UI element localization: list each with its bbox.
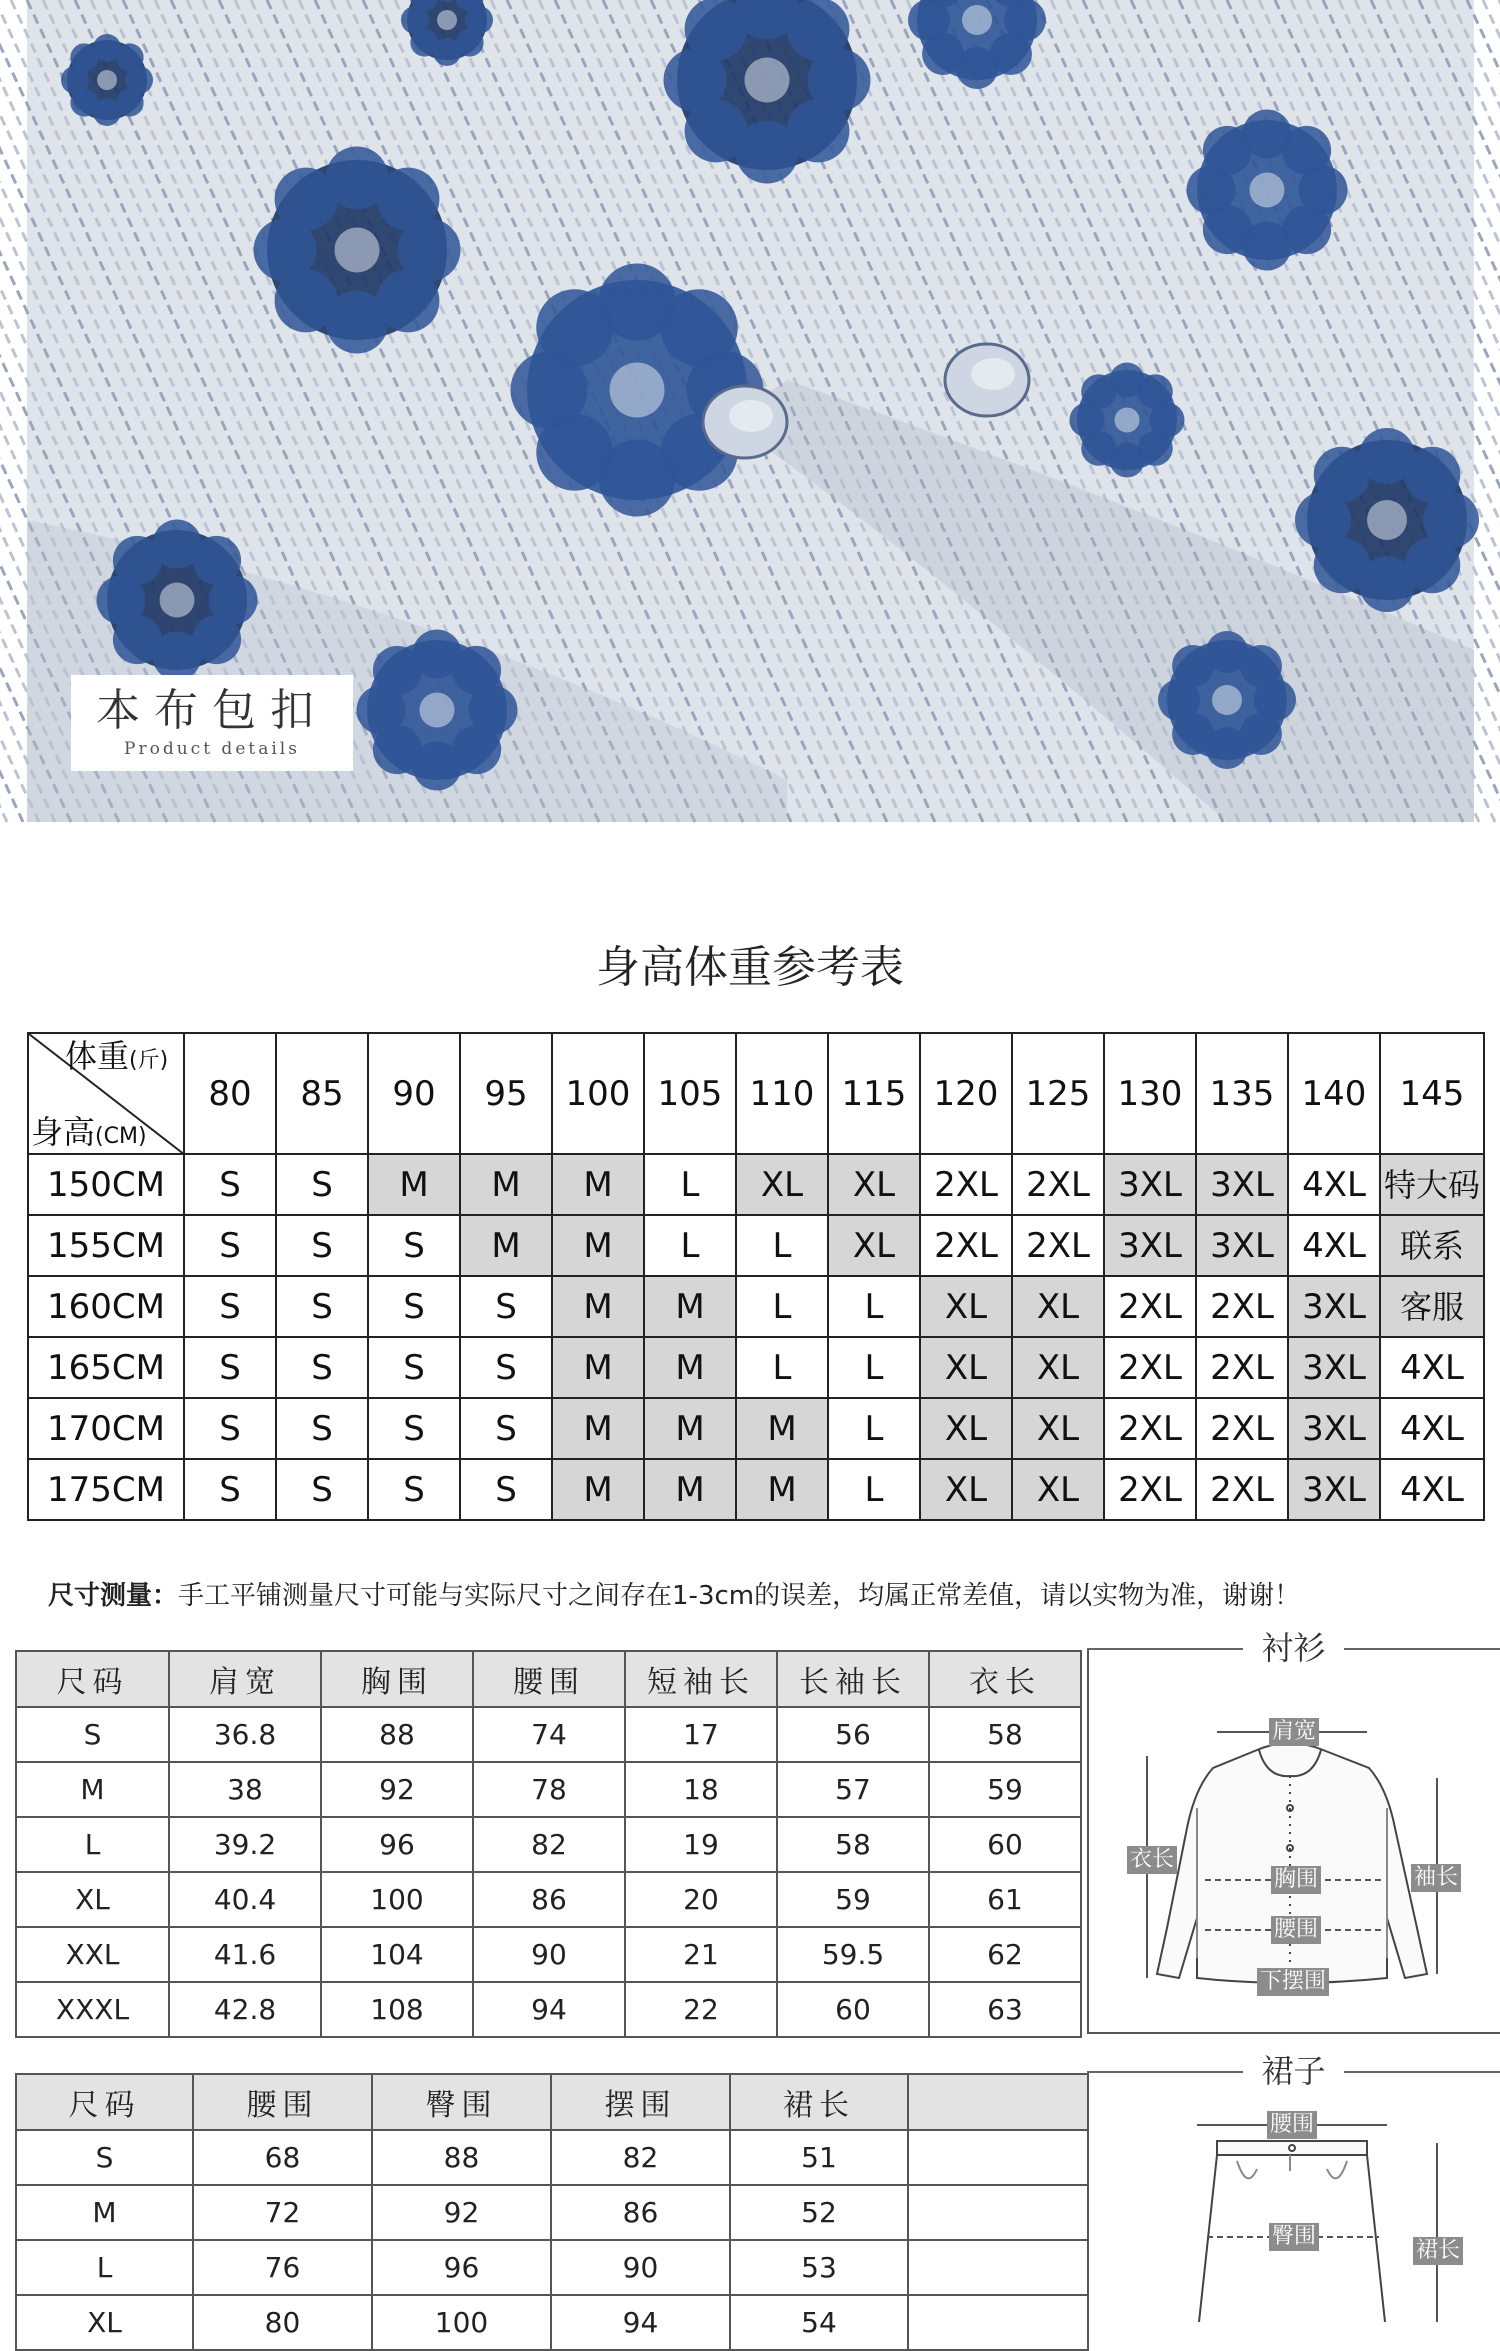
size-cell: M (736, 1459, 828, 1520)
column-header: 摆围 (551, 2074, 730, 2130)
table-cell: 96 (321, 1817, 473, 1872)
photo-caption-title: 本布包扣 (96, 685, 328, 736)
size-cell: S (460, 1276, 552, 1337)
size-cell: L (644, 1154, 736, 1215)
table-cell: XXXL (16, 1982, 169, 2037)
column-header: 腰围 (193, 2074, 372, 2130)
measurement-note-label: 尺寸测量： (48, 1581, 179, 1611)
table-row (28, 1154, 1484, 1215)
table-cell: 88 (321, 1707, 473, 1762)
size-cell: S (184, 1276, 276, 1337)
table-cell: 100 (321, 1872, 473, 1927)
shirt-diagram-caption: 衬衫 (1087, 1628, 1500, 1668)
size-cell: 2XL (1104, 1459, 1196, 1520)
size-cell: XL (1012, 1337, 1104, 1398)
table-cell: 17 (625, 1707, 777, 1762)
table-row (28, 1215, 1484, 1276)
table-cell: L (16, 1817, 169, 1872)
height-cell: 150CM (28, 1154, 184, 1215)
height-cell: 170CM (28, 1398, 184, 1459)
weight-header-cell: 125 (1012, 1033, 1104, 1154)
size-cell: 3XL (1288, 1398, 1380, 1459)
size-cell: S (184, 1154, 276, 1215)
table-cell: 20 (625, 1872, 777, 1927)
size-cell: 4XL (1380, 1337, 1484, 1398)
size-cell: 3XL (1196, 1215, 1288, 1276)
skirt-label-hip: 臀围 (1269, 2223, 1319, 2251)
size-cell: 2XL (920, 1215, 1012, 1276)
size-cell: S (276, 1337, 368, 1398)
table-cell: 80 (193, 2295, 372, 2350)
table-cell: 104 (321, 1927, 473, 1982)
skirt-label-waist: 腰围 (1267, 2111, 1317, 2139)
table-cell: 53 (730, 2240, 908, 2295)
size-cell: 2XL (1104, 1337, 1196, 1398)
table-cell: 94 (551, 2295, 730, 2350)
skirt-label-length: 裙长 (1413, 2237, 1463, 2265)
size-cell: L (736, 1337, 828, 1398)
table-row (16, 1927, 1081, 1982)
size-cell: M (552, 1154, 644, 1215)
table-row (16, 1982, 1081, 2037)
table-row (28, 1459, 1484, 1520)
table-cell: 57 (777, 1762, 929, 1817)
size-cell: S (460, 1337, 552, 1398)
size-cell: S (276, 1459, 368, 1520)
size-cell: L (828, 1337, 920, 1398)
table-cell: 86 (473, 1872, 625, 1927)
size-cell: S (276, 1154, 368, 1215)
column-header: 衣长 (929, 1651, 1081, 1707)
table-row (16, 1872, 1081, 1927)
size-cell: M (552, 1459, 644, 1520)
size-cell: L (736, 1276, 828, 1337)
column-header: 腰围 (473, 1651, 625, 1707)
weight-header-cell: 95 (460, 1033, 552, 1154)
size-cell: S (184, 1215, 276, 1276)
size-cell: XL (736, 1154, 828, 1215)
product-detail-photo (27, 0, 1474, 822)
size-cell: 3XL (1196, 1154, 1288, 1215)
table-cell: 58 (929, 1707, 1081, 1762)
height-weight-title: 身高体重参考表 (596, 942, 904, 993)
weight-header-cell: 140 (1288, 1033, 1380, 1154)
table-cell: 86 (551, 2185, 730, 2240)
table-row (28, 1398, 1484, 1459)
table-cell: 40.4 (169, 1872, 321, 1927)
table-cell: 90 (551, 2240, 730, 2295)
size-cell: 联系 (1380, 1215, 1484, 1276)
weight-header-cell: 135 (1196, 1033, 1288, 1154)
table-cell: XL (16, 2295, 193, 2350)
table-cell: 92 (321, 1762, 473, 1817)
table-cell: S (16, 2130, 193, 2185)
weight-header-cell: 100 (552, 1033, 644, 1154)
size-cell: S (368, 1215, 460, 1276)
size-cell: S (184, 1459, 276, 1520)
table-cell: 68 (193, 2130, 372, 2185)
size-cell: M (460, 1215, 552, 1276)
size-cell: S (368, 1276, 460, 1337)
table-cell (908, 2185, 1088, 2240)
weight-header-cell: 85 (276, 1033, 368, 1154)
size-cell: S (184, 1398, 276, 1459)
size-cell: M (644, 1398, 736, 1459)
table-cell: 72 (193, 2185, 372, 2240)
height-cell: 175CM (28, 1459, 184, 1520)
skirt-size-table (15, 2073, 1089, 2351)
measurement-note (48, 1576, 1300, 1616)
size-cell: S (368, 1398, 460, 1459)
size-cell: XL (1012, 1276, 1104, 1337)
table-cell: 59 (777, 1872, 929, 1927)
size-cell: L (828, 1459, 920, 1520)
weight-header-cell: 115 (828, 1033, 920, 1154)
table-cell: 90 (473, 1927, 625, 1982)
size-cell: 4XL (1380, 1398, 1484, 1459)
size-cell: 特大码 (1380, 1154, 1484, 1215)
table-cell: 59.5 (777, 1927, 929, 1982)
size-cell: 3XL (1288, 1337, 1380, 1398)
size-cell: S (276, 1398, 368, 1459)
table-cell: 78 (473, 1762, 625, 1817)
skirt-diagram-caption: 裙子 (1087, 2051, 1500, 2091)
skirt-illustration (1087, 2051, 1500, 2322)
shirt-label-length: 衣长 (1127, 1846, 1177, 1874)
size-cell: 客服 (1380, 1276, 1484, 1337)
weight-header-cell: 130 (1104, 1033, 1196, 1154)
size-cell: XL (920, 1459, 1012, 1520)
table-cell: 51 (730, 2130, 908, 2185)
weight-header-cell: 80 (184, 1033, 276, 1154)
table-row (16, 2185, 1088, 2240)
size-cell: L (644, 1215, 736, 1276)
size-cell: M (552, 1276, 644, 1337)
size-cell: S (276, 1215, 368, 1276)
weight-header-cell: 105 (644, 1033, 736, 1154)
table-row (16, 1762, 1081, 1817)
table-cell: 76 (193, 2240, 372, 2295)
size-cell: M (644, 1276, 736, 1337)
table-cell: 100 (372, 2295, 551, 2350)
height-cell: 155CM (28, 1215, 184, 1276)
table-cell: 36.8 (169, 1707, 321, 1762)
table-cell: 108 (321, 1982, 473, 2037)
table-cell: L (16, 2240, 193, 2295)
table-row (16, 1817, 1081, 1872)
table-cell: 54 (730, 2295, 908, 2350)
shirt-size-table (15, 1650, 1082, 2038)
photo-caption-subtitle: Product details (124, 739, 300, 759)
table-cell: 63 (929, 1982, 1081, 2037)
size-cell: S (184, 1337, 276, 1398)
corner-height-label: 身高(CM) (31, 1113, 147, 1151)
size-cell: XL (920, 1276, 1012, 1337)
shirt-label-shoulder: 肩宽 (1269, 1718, 1319, 1746)
size-cell: S (368, 1337, 460, 1398)
table-cell: 21 (625, 1927, 777, 1982)
table-cell: 39.2 (169, 1817, 321, 1872)
size-cell: 2XL (1196, 1398, 1288, 1459)
table-cell: 19 (625, 1817, 777, 1872)
size-cell: 4XL (1380, 1459, 1484, 1520)
table-cell: 52 (730, 2185, 908, 2240)
weight-header-cell: 110 (736, 1033, 828, 1154)
size-cell: 2XL (1104, 1398, 1196, 1459)
table-cell (908, 2240, 1088, 2295)
shirt-diagram (1087, 1628, 1500, 2034)
size-cell: XL (828, 1154, 920, 1215)
table-cell: M (16, 1762, 169, 1817)
size-cell: 4XL (1288, 1215, 1380, 1276)
column-header: 短袖长 (625, 1651, 777, 1707)
table-cell: 94 (473, 1982, 625, 2037)
column-header: 尺码 (16, 2074, 193, 2130)
size-cell: 3XL (1104, 1215, 1196, 1276)
column-header: 臀围 (372, 2074, 551, 2130)
size-cell: 2XL (1196, 1337, 1288, 1398)
table-row (28, 1337, 1484, 1398)
table-cell: XL (16, 1872, 169, 1927)
size-cell: 2XL (1012, 1154, 1104, 1215)
table-row (28, 1276, 1484, 1337)
column-header: 长袖长 (777, 1651, 929, 1707)
table-row (16, 2130, 1088, 2185)
table-row (16, 2240, 1088, 2295)
table-cell: 82 (551, 2130, 730, 2185)
size-cell: M (644, 1459, 736, 1520)
size-cell: M (460, 1154, 552, 1215)
size-cell: S (368, 1459, 460, 1520)
shirt-label-sleeve: 袖长 (1411, 1864, 1461, 1892)
size-cell: 2XL (920, 1154, 1012, 1215)
size-cell: S (276, 1276, 368, 1337)
table-cell: 74 (473, 1707, 625, 1762)
table-cell: 96 (372, 2240, 551, 2295)
table-row (16, 1707, 1081, 1762)
size-cell: S (460, 1459, 552, 1520)
table-cell: 82 (473, 1817, 625, 1872)
table-cell: 88 (372, 2130, 551, 2185)
size-cell: S (460, 1398, 552, 1459)
size-cell: XL (920, 1398, 1012, 1459)
size-cell: 2XL (1104, 1276, 1196, 1337)
table-row (16, 2295, 1088, 2350)
size-cell: XL (920, 1337, 1012, 1398)
size-cell: M (552, 1337, 644, 1398)
table-cell: 58 (777, 1817, 929, 1872)
table-corner-cell (28, 1033, 184, 1154)
column-header: 胸围 (321, 1651, 473, 1707)
column-header: 裙长 (730, 2074, 908, 2130)
table-cell: 61 (929, 1872, 1081, 1927)
table-cell: 59 (929, 1762, 1081, 1817)
shirt-label-hem: 下摆围 (1257, 1968, 1329, 1996)
table-cell: 42.8 (169, 1982, 321, 2037)
shirt-label-waist: 腰围 (1271, 1916, 1321, 1944)
table-cell (908, 2295, 1088, 2350)
size-cell: 2XL (1196, 1459, 1288, 1520)
height-cell: 165CM (28, 1337, 184, 1398)
skirt-diagram (1087, 2051, 1500, 2322)
table-cell: 38 (169, 1762, 321, 1817)
size-cell: M (368, 1154, 460, 1215)
photo-caption-box (71, 675, 353, 771)
size-cell: 2XL (1012, 1215, 1104, 1276)
size-cell: XL (828, 1215, 920, 1276)
size-cell: XL (1012, 1398, 1104, 1459)
size-cell: M (552, 1398, 644, 1459)
size-cell: M (644, 1337, 736, 1398)
column-header (908, 2074, 1088, 2130)
height-cell: 160CM (28, 1276, 184, 1337)
table-cell: 22 (625, 1982, 777, 2037)
table-cell: 56 (777, 1707, 929, 1762)
size-cell: L (828, 1276, 920, 1337)
table-cell: 41.6 (169, 1927, 321, 1982)
size-cell: M (736, 1398, 828, 1459)
size-cell: 2XL (1196, 1276, 1288, 1337)
table-cell: S (16, 1707, 169, 1762)
column-header: 尺码 (16, 1651, 169, 1707)
measurement-note-text: 手工平铺测量尺寸可能与实际尺寸之间存在1-3cm的误差，均属正常差值，请以实物为准，谢谢！ (178, 1581, 1301, 1611)
corner-weight-label: 体重(斤) (65, 1037, 169, 1075)
table-cell (908, 2130, 1088, 2185)
shirt-label-chest: 胸围 (1271, 1866, 1321, 1894)
table-cell: M (16, 2185, 193, 2240)
size-cell: M (552, 1215, 644, 1276)
height-weight-table (27, 1032, 1485, 1521)
table-cell: 18 (625, 1762, 777, 1817)
table-cell: 60 (777, 1982, 929, 2037)
size-cell: 3XL (1288, 1276, 1380, 1337)
table-cell: 62 (929, 1927, 1081, 1982)
table-cell: XXL (16, 1927, 169, 1982)
size-cell: L (736, 1215, 828, 1276)
weight-header-cell: 90 (368, 1033, 460, 1154)
size-cell: 3XL (1288, 1459, 1380, 1520)
column-header: 肩宽 (169, 1651, 321, 1707)
size-cell: 4XL (1288, 1154, 1380, 1215)
size-cell: XL (1012, 1459, 1104, 1520)
table-cell: 60 (929, 1817, 1081, 1872)
table-cell: 92 (372, 2185, 551, 2240)
weight-header-cell: 145 (1380, 1033, 1484, 1154)
size-cell: 3XL (1104, 1154, 1196, 1215)
weight-header-cell: 120 (920, 1033, 1012, 1154)
size-cell: L (828, 1398, 920, 1459)
